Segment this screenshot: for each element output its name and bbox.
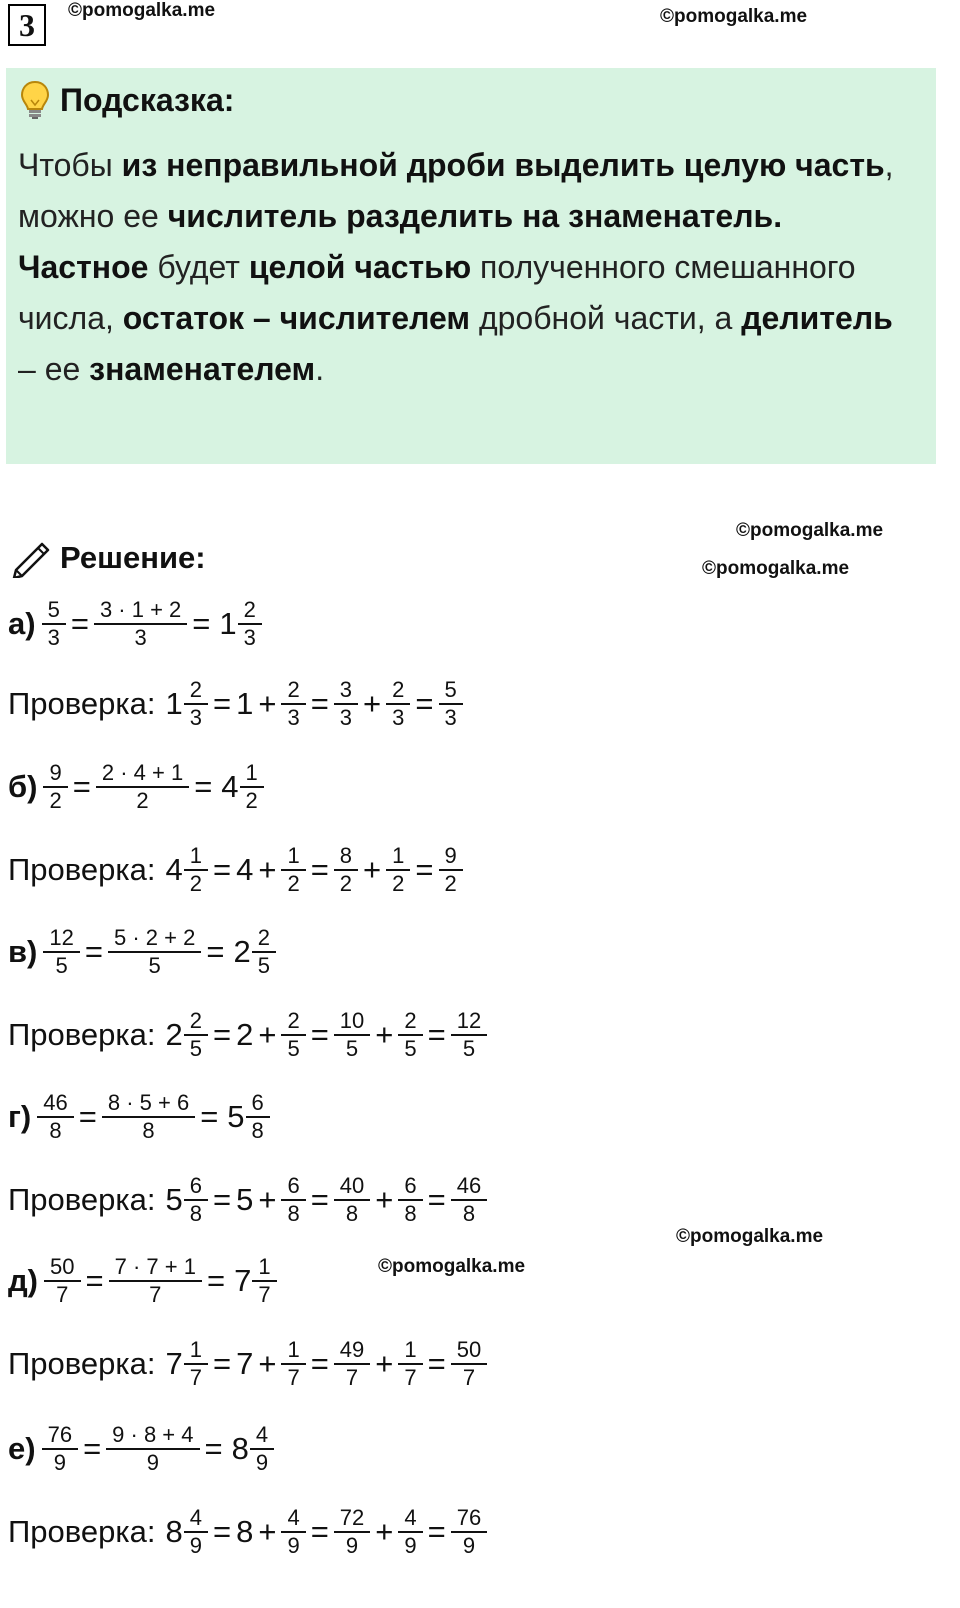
fraction-denominator: 5 <box>108 951 201 979</box>
fraction-denominator: 5 <box>184 1034 208 1062</box>
operator: = <box>427 1017 446 1053</box>
fraction-numerator: 6 <box>251 1090 264 1115</box>
fraction <box>389 843 407 898</box>
fraction-denominator: 7 <box>398 1363 422 1391</box>
whole-part: 4 <box>221 769 239 805</box>
operator: + <box>375 1514 394 1550</box>
fraction <box>45 1422 75 1477</box>
fraction <box>284 677 302 732</box>
fraction-denominator: 7 <box>334 1363 370 1391</box>
fraction-denominator: 8 <box>281 1199 305 1227</box>
hint-seg: дробной части, а <box>470 300 742 336</box>
fraction-denominator: 2 <box>281 869 305 897</box>
fraction-denominator: 2 <box>43 786 67 814</box>
solution-title <box>10 538 206 578</box>
item-label: б) <box>8 769 38 805</box>
operator: = <box>84 934 103 970</box>
solution-line <box>8 1254 277 1309</box>
operator: = <box>310 686 329 722</box>
fraction-numerator: 8 · 5 + 6 <box>107 1090 190 1115</box>
fraction-numerator: 1 <box>189 1337 202 1362</box>
operator: = <box>206 934 225 970</box>
solution-line <box>8 1422 274 1477</box>
operator: = <box>415 686 434 722</box>
fraction <box>46 925 76 980</box>
fraction-numerator: 6 <box>404 1173 417 1198</box>
fraction-denominator: 7 <box>451 1363 487 1391</box>
fraction-numerator: 50 <box>50 1254 75 1279</box>
item-label: д) <box>8 1263 39 1299</box>
fraction <box>442 677 460 732</box>
check-label: Проверка: <box>8 1017 156 1053</box>
fraction-numerator: 2 <box>392 677 405 702</box>
whole-part: 4 <box>236 852 254 888</box>
fraction <box>46 760 64 815</box>
operator: + <box>375 1346 394 1382</box>
operator: + <box>258 852 277 888</box>
fraction-denominator: 7 <box>44 1280 80 1308</box>
fraction-denominator: 2 <box>240 786 264 814</box>
operator: + <box>258 1017 277 1053</box>
fraction-denominator: 5 <box>451 1034 487 1062</box>
operator: = <box>427 1182 446 1218</box>
operator: = <box>310 1346 329 1382</box>
check-label: Проверка: <box>8 1346 156 1382</box>
operator: + <box>375 1182 394 1218</box>
hint-seg-bold: делитель <box>741 300 893 336</box>
solution-line <box>8 1090 270 1145</box>
hint-seg: полученного смешанного числа, <box>18 249 856 336</box>
fraction <box>284 1173 302 1228</box>
hint-text <box>18 140 918 395</box>
fraction-denominator: 7 <box>281 1363 305 1391</box>
hint-seg-bold: знаменателем <box>89 351 316 387</box>
check-line <box>8 677 463 732</box>
operator: = <box>212 1514 232 1550</box>
operator: = <box>200 1099 219 1135</box>
fraction-denominator: 3 <box>386 703 410 731</box>
hint-seg: , можно ее <box>18 147 894 234</box>
hint-seg-bold: из неправильной дроби выделить целую часть <box>121 147 885 183</box>
fraction-numerator: 7 · 7 + 1 <box>114 1254 196 1279</box>
hint-seg: . <box>315 351 325 387</box>
fraction-numerator: 8 <box>339 843 353 868</box>
fraction-numerator: 9 · 8 + 4 <box>112 1422 194 1447</box>
fraction-numerator: 46 <box>43 1090 68 1115</box>
whole-part: 5 <box>165 1182 183 1218</box>
hint-title <box>20 80 234 120</box>
operator: = <box>72 769 91 805</box>
check-line <box>8 1173 487 1228</box>
fraction <box>187 1505 205 1560</box>
fraction-denominator: 7 <box>252 1280 276 1308</box>
whole-part: 1 <box>236 686 254 722</box>
fraction <box>401 1008 419 1063</box>
fraction-numerator: 2 <box>243 597 256 622</box>
fraction-numerator: 1 <box>404 1337 417 1362</box>
hint-seg-bold: целой частью <box>248 249 472 285</box>
item-label: в) <box>8 934 38 970</box>
fraction <box>337 677 355 732</box>
operator: = <box>310 1017 329 1053</box>
fraction-numerator: 2 <box>287 1008 300 1033</box>
fraction-denominator: 3 <box>238 623 262 651</box>
whole-part: 5 <box>236 1182 254 1218</box>
fraction <box>187 843 205 898</box>
fraction <box>40 1090 70 1145</box>
fraction <box>45 597 63 652</box>
item-label: е) <box>8 1431 36 1467</box>
fraction <box>454 1173 484 1228</box>
fraction <box>401 1173 419 1228</box>
fraction <box>454 1008 484 1063</box>
fraction-denominator: 8 <box>451 1199 487 1227</box>
fraction-numerator: 3 · 1 + 2 <box>99 597 182 622</box>
operator: = <box>212 852 232 888</box>
pencil-icon <box>10 538 54 578</box>
fraction-numerator: 2 · 4 + 1 <box>101 760 184 785</box>
solution-line <box>8 597 262 652</box>
fraction <box>284 1008 302 1063</box>
operator: = <box>212 1182 232 1218</box>
operator: + <box>258 686 277 722</box>
fraction-numerator: 1 <box>258 1254 271 1279</box>
fraction-denominator: 9 <box>281 1531 305 1559</box>
operator: = <box>212 1346 232 1382</box>
fraction <box>255 925 273 980</box>
fraction-numerator: 6 <box>287 1173 300 1198</box>
whole-part: 1 <box>165 686 183 722</box>
check-line <box>8 1505 487 1560</box>
fraction-numerator: 3 <box>339 677 353 702</box>
operator: = <box>192 606 211 642</box>
fraction <box>337 843 355 898</box>
hint-box <box>6 68 936 464</box>
fraction-numerator: 1 <box>245 760 258 785</box>
hint-seg: Чтобы <box>18 147 122 183</box>
solution-title-text: Решение: <box>60 540 206 575</box>
fraction-denominator: 8 <box>334 1199 370 1227</box>
fraction-denominator: 5 <box>334 1034 370 1062</box>
fraction <box>105 1090 192 1145</box>
fraction-numerator: 5 · 2 + 2 <box>113 925 196 950</box>
fraction-numerator: 12 <box>49 925 74 950</box>
whole-part: 8 <box>231 1431 249 1467</box>
fraction <box>112 1254 199 1309</box>
watermark: ©pomogalka.me <box>676 1226 824 1247</box>
fraction-denominator: 3 <box>334 703 358 731</box>
fraction-numerator: 1 <box>189 843 202 868</box>
watermark: ©pomogalka.me <box>660 6 808 27</box>
fraction-numerator: 12 <box>456 1008 482 1033</box>
whole-part: 2 <box>165 1017 183 1053</box>
check-line <box>8 1337 487 1392</box>
check-label: Проверка: <box>8 852 156 888</box>
fraction <box>454 1505 484 1560</box>
fraction-denominator: 9 <box>106 1448 199 1476</box>
whole-part: 7 <box>234 1263 252 1299</box>
fraction-numerator: 1 <box>287 843 300 868</box>
watermark: ©pomogalka.me <box>68 0 216 21</box>
operator: = <box>194 769 213 805</box>
fraction-denominator: 5 <box>43 951 79 979</box>
whole-part: 2 <box>236 1017 254 1053</box>
operator: = <box>212 686 232 722</box>
fraction-numerator: 76 <box>47 1422 73 1447</box>
fraction <box>99 760 186 815</box>
fraction-numerator: 50 <box>456 1337 482 1362</box>
operator: + <box>363 686 382 722</box>
fraction-denominator: 7 <box>184 1363 208 1391</box>
fraction-numerator: 76 <box>456 1505 482 1530</box>
fraction-denominator: 3 <box>281 703 305 731</box>
fraction-denominator: 9 <box>250 1448 274 1476</box>
fraction <box>454 1337 484 1392</box>
fraction-numerator: 4 <box>189 1505 202 1530</box>
operator: = <box>206 1263 226 1299</box>
fraction-denominator: 2 <box>184 869 208 897</box>
whole-part: 4 <box>165 852 183 888</box>
fraction <box>187 1173 205 1228</box>
operator: = <box>212 1017 232 1053</box>
operator: = <box>78 1099 97 1135</box>
fraction <box>111 925 198 980</box>
fraction <box>284 1337 302 1392</box>
whole-part: 7 <box>165 1346 183 1382</box>
watermark: ©pomogalka.me <box>378 1256 526 1277</box>
fraction <box>442 843 460 898</box>
fraction <box>187 1337 205 1392</box>
operator: = <box>427 1346 446 1382</box>
check-line <box>8 843 463 898</box>
fraction-denominator: 3 <box>42 623 66 651</box>
operator: + <box>375 1017 394 1053</box>
task-number: 3 <box>8 4 46 46</box>
fraction-numerator: 1 <box>392 843 405 868</box>
fraction-numerator: 6 <box>189 1173 202 1198</box>
fraction-numerator: 9 <box>49 760 62 785</box>
fraction <box>241 597 259 652</box>
fraction <box>97 597 184 652</box>
fraction-denominator: 3 <box>439 703 463 731</box>
fraction <box>47 1254 77 1309</box>
hint-seg-bold: числитель разделить на знаменатель. Частное <box>18 198 783 285</box>
fraction-denominator: 2 <box>334 869 358 897</box>
fraction-denominator: 8 <box>184 1199 208 1227</box>
fraction-denominator: 9 <box>398 1531 422 1559</box>
fraction-denominator: 7 <box>109 1280 202 1308</box>
whole-part: 8 <box>236 1514 254 1550</box>
watermark: ©pomogalka.me <box>702 558 850 579</box>
item-label: а) <box>8 606 36 642</box>
fraction-denominator: 8 <box>37 1116 73 1144</box>
fraction-numerator: 10 <box>339 1008 365 1033</box>
fraction-denominator: 8 <box>246 1116 270 1144</box>
operator: = <box>310 852 329 888</box>
hint-seg-bold: остаток – числителем <box>122 300 471 336</box>
fraction-denominator: 5 <box>252 951 276 979</box>
fraction-denominator: 5 <box>398 1034 422 1062</box>
whole-part: 1 <box>219 606 237 642</box>
fraction-numerator: 5 <box>444 677 457 702</box>
fraction <box>337 1337 367 1392</box>
fraction-denominator: 5 <box>281 1034 305 1062</box>
hint-seg: – ее <box>18 351 90 387</box>
fraction-denominator: 9 <box>451 1531 487 1559</box>
check-label: Проверка: <box>8 686 156 722</box>
whole-part: 2 <box>233 934 251 970</box>
fraction-numerator: 72 <box>339 1505 365 1530</box>
operator: = <box>310 1182 329 1218</box>
whole-part: 7 <box>236 1346 254 1382</box>
fraction <box>187 677 205 732</box>
operator: = <box>204 1431 223 1467</box>
fraction-numerator: 2 <box>189 1008 202 1033</box>
operator: = <box>83 1431 102 1467</box>
fraction <box>337 1173 367 1228</box>
solution-line <box>8 925 276 980</box>
fraction-denominator: 3 <box>184 703 208 731</box>
operator: = <box>70 606 89 642</box>
fraction-numerator: 1 <box>287 1337 300 1362</box>
operator: + <box>363 852 382 888</box>
fraction <box>255 1254 273 1309</box>
check-label: Проверка: <box>8 1182 156 1218</box>
whole-part: 8 <box>165 1514 183 1550</box>
fraction-numerator: 2 <box>189 677 202 702</box>
fraction-denominator: 3 <box>94 623 187 651</box>
operator: = <box>427 1514 446 1550</box>
operator: = <box>415 852 434 888</box>
operator: + <box>258 1514 277 1550</box>
fraction <box>253 1422 271 1477</box>
fraction-denominator: 9 <box>42 1448 78 1476</box>
fraction <box>284 1505 302 1560</box>
fraction <box>401 1337 419 1392</box>
hint-title-text: Подсказка: <box>60 81 235 118</box>
fraction <box>401 1505 419 1560</box>
fraction-numerator: 2 <box>404 1008 417 1033</box>
fraction-numerator: 4 <box>404 1505 417 1530</box>
fraction <box>109 1422 196 1477</box>
fraction-denominator: 2 <box>96 786 189 814</box>
operator: + <box>258 1182 277 1218</box>
fraction-denominator: 8 <box>102 1116 195 1144</box>
fraction-denominator: 8 <box>398 1199 422 1227</box>
item-label: г) <box>8 1099 32 1135</box>
fraction-numerator: 4 <box>255 1422 269 1447</box>
fraction-denominator: 2 <box>439 869 463 897</box>
fraction-numerator: 2 <box>287 677 300 702</box>
fraction-numerator: 46 <box>456 1173 482 1198</box>
hint-seg: будет <box>148 249 249 285</box>
check-line <box>8 1008 487 1063</box>
fraction <box>389 677 407 732</box>
fraction-denominator: 9 <box>334 1531 370 1559</box>
fraction-numerator: 9 <box>444 843 457 868</box>
operator: + <box>258 1346 277 1382</box>
fraction <box>187 1008 205 1063</box>
fraction <box>243 760 261 815</box>
check-label: Проверка: <box>8 1514 156 1550</box>
fraction <box>249 1090 267 1145</box>
whole-part: 5 <box>227 1099 245 1135</box>
fraction-numerator: 2 <box>257 925 270 950</box>
fraction <box>337 1505 367 1560</box>
fraction-denominator: 2 <box>386 869 410 897</box>
fraction-denominator: 9 <box>184 1531 208 1559</box>
fraction <box>337 1008 367 1063</box>
fraction-numerator: 49 <box>339 1337 365 1362</box>
fraction-numerator: 4 <box>287 1505 300 1530</box>
solution-line <box>8 760 264 815</box>
lightbulb-icon <box>20 80 50 120</box>
fraction <box>284 843 302 898</box>
operator: = <box>310 1514 329 1550</box>
watermark: ©pomogalka.me <box>736 520 884 541</box>
operator: = <box>85 1263 104 1299</box>
fraction-numerator: 5 <box>47 597 60 622</box>
fraction-numerator: 40 <box>339 1173 365 1198</box>
